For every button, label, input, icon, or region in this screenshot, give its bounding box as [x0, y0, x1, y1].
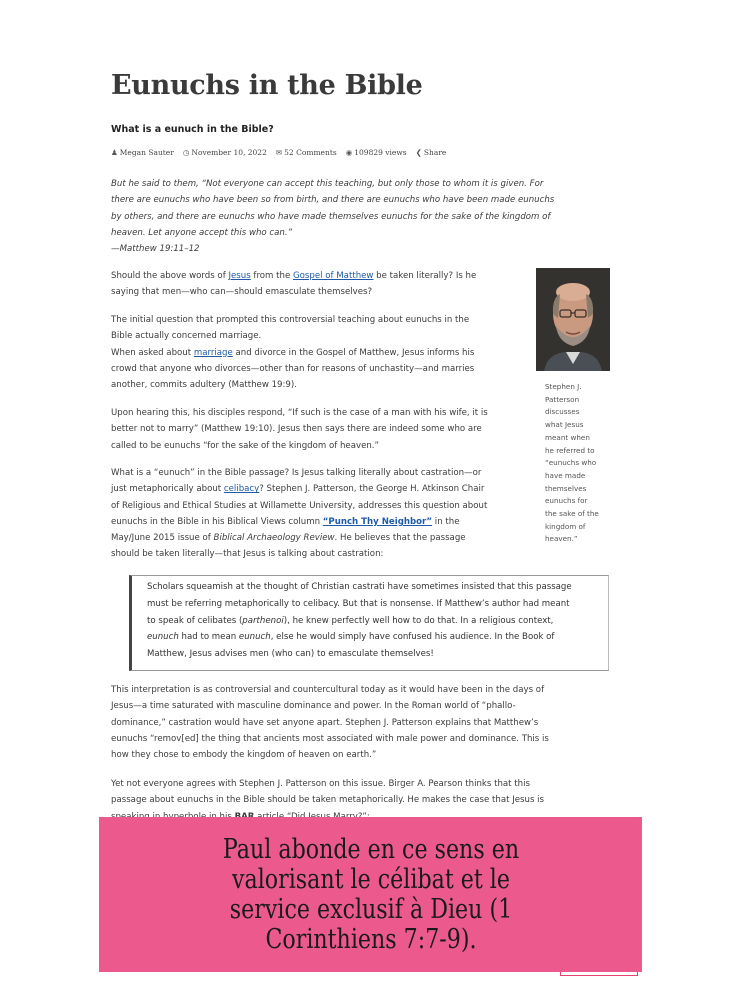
text-line: This interpretation is as controversial and countercultural today as it would have been in the days of: [111, 685, 545, 695]
text-line: how they chose to embody the kingdom of heaven on earth.”: [111, 750, 377, 761]
text: eunuch: [238, 632, 271, 643]
paragraph-5: [111, 682, 611, 763]
text: Should the above words of: [111, 271, 229, 281]
marriage-link[interactable]: marriage: [193, 347, 233, 358]
paragraph-4: [111, 465, 541, 563]
comments-count[interactable]: 52 Comments: [284, 148, 337, 157]
caption-line: what Jesus: [545, 420, 584, 430]
user-icon: ♟: [111, 148, 118, 157]
text-line: Bible actually concerned marriage.: [111, 331, 262, 342]
text: in the: [432, 516, 460, 527]
text: ), he knew perfectly well how to do that. In a religious context,: [283, 615, 554, 626]
caption-line: Stephen J.: [545, 382, 582, 391]
text-line: Yet not everyone agrees with Stephen J. Patterson on this issue. Birger A. Pearson thinks that this: [111, 779, 530, 789]
text-line: passage about eunuchs in the Bible should be taken metaphorically. He makes the case that Jesus is: [111, 795, 545, 806]
caption-line: have made: [545, 470, 586, 480]
blockquote-line: Matthew, Jesus advises men (who can) to emasculate themselves!: [147, 649, 434, 660]
publish-date: November 10, 2022: [191, 148, 267, 157]
article-meta: [111, 148, 446, 157]
text: to speak of celibates (: [147, 615, 243, 626]
overlay-text: Paul abonde en ce sens en valorisant le célibat et le service exclusif à Dieu (1 Corinthiens 7:7-9).: [222, 833, 519, 955]
caption-line: themselves: [545, 483, 587, 493]
quote-line: by others, and there are eunuchs who have made themselves eunuchs for the sake of the kingdom of: [111, 211, 551, 222]
quote-line: there are eunuchs who have been so from birth, and there are eunuchs who have been made eunuchs: [111, 195, 555, 206]
text: had to mean: [178, 632, 239, 643]
text: ? Stephen J. Patterson, the George H. Atkinson Chair: [259, 484, 485, 495]
blockquote-line: must be referring metaphorically to celibacy. But that is nonsense. If Matthew’s author had meant: [147, 598, 570, 609]
caption-line: he referred to: [545, 445, 595, 455]
celibacy-link[interactable]: celibacy: [223, 484, 260, 495]
text: be taken literally? Is he: [373, 271, 477, 281]
caption-line: “eunuchs who: [545, 458, 597, 468]
text-line: crowd that anyone who divorces—other than for reasons of unchastity—and marries: [111, 363, 475, 374]
text-line: Jesus—a time saturated with masculine dominance and power. In the Roman world of “phallo-: [111, 701, 516, 712]
paragraph-3: [111, 405, 531, 454]
text: just metaphorically about: [111, 484, 224, 495]
caption-line: Patterson: [545, 394, 580, 404]
text: eunuch: [147, 632, 179, 643]
portrait-image: [536, 268, 610, 371]
text: . He believes that the passage: [334, 533, 466, 544]
author-name[interactable]: Megan Sauter: [119, 148, 174, 157]
paragraph-1: [111, 268, 531, 301]
text-line: Upon hearing this, his disciples respond, “If such is the case of a man with his wife, it is: [111, 408, 488, 418]
photo-caption: [545, 381, 607, 546]
author-photo: [536, 268, 610, 371]
text-line: better not to marry” (Matthew 19:10). Jesus then says there are indeed some who are: [111, 424, 482, 435]
share-icon: ❮: [415, 148, 422, 157]
text: , else he would simply have confused his audience. In the Book of: [270, 632, 555, 643]
publication-title: Biblical Archaeology Review: [213, 533, 335, 544]
patterson-blockquote: [129, 575, 609, 671]
comments-meta[interactable]: [276, 148, 337, 157]
quote-citation: —Matthew 19:11–12: [111, 244, 200, 255]
caption-line: eunuchs for: [545, 496, 588, 506]
quote-line: heaven. Let anyone accept this who can.”: [111, 227, 293, 238]
article-subtitle: What is a eunuch in the Bible?: [111, 124, 274, 135]
article-title: Eunuchs in the Bible: [111, 70, 423, 101]
text: When asked about: [111, 347, 194, 358]
caption-overlay-banner: [99, 817, 642, 972]
date-meta: [183, 148, 267, 157]
punch-thy-neighbor-link[interactable]: “Punch Thy Neighbor”: [322, 516, 433, 527]
quote-line: But he said to them, “Not everyone can accept this teaching, but only those to whom it is given. For: [111, 179, 544, 189]
comments-icon: ✉: [275, 148, 283, 157]
text: eunuchs in the Bible in his Biblical Views column: [111, 516, 323, 527]
share-label[interactable]: Share: [423, 148, 447, 157]
text: and divorce in the Gospel of Matthew, Jesus informs his: [232, 347, 475, 358]
author-meta[interactable]: [111, 148, 174, 157]
jesus-link[interactable]: Jesus: [228, 271, 251, 281]
text-line: should be taken literally—that Jesus is talking about castration:: [111, 549, 384, 560]
paragraph-2: [111, 312, 531, 393]
text-line: called to be eunuchs “for the sake of the kingdom of heaven.”: [111, 440, 379, 451]
caption-line: heaven.”: [545, 534, 578, 544]
eye-icon: ◉: [345, 148, 353, 157]
text-line: The initial question that prompted this controversial teaching about eunuchs in the: [111, 315, 470, 325]
text-line: What is a “eunuch” in the Bible passage? Is Jesus talking literally about castration—or: [111, 468, 482, 478]
caption-line: discusses: [545, 407, 580, 417]
text: parthenoi: [242, 615, 284, 626]
caption-line: the sake of the: [545, 509, 599, 519]
views-count: 109829 views: [354, 148, 407, 157]
gospel-of-matthew-link[interactable]: Gospel of Matthew: [293, 271, 374, 281]
blockquote-line: Scholars squeamish at the thought of Christian castrati have sometimes insisted that this passage: [147, 582, 572, 592]
caption-line: kingdom of: [545, 521, 586, 531]
text-line: of Religious and Ethical Studies at Willamette University, addresses this question about: [111, 500, 488, 511]
share-button[interactable]: [416, 148, 447, 157]
text-line: another, commits adultery (Matthew 19:9).: [111, 380, 297, 391]
text-line: dominance,” castration would have set anyone apart. Stephen J. Patterson explains that Matthew’s: [111, 717, 539, 728]
text: May/June 2015 issue of: [111, 533, 214, 544]
views-meta: [346, 148, 407, 157]
clock-icon: ◷: [182, 148, 190, 157]
caption-line: meant when: [545, 432, 590, 442]
scripture-quote: [111, 176, 611, 257]
text: from the: [250, 271, 293, 281]
text-line: eunuchs “remov[ed] the thing that ancients most associated with male power and dominance. This is: [111, 733, 549, 744]
text-line: saying that men—who can—should emasculate themselves?: [111, 287, 373, 298]
